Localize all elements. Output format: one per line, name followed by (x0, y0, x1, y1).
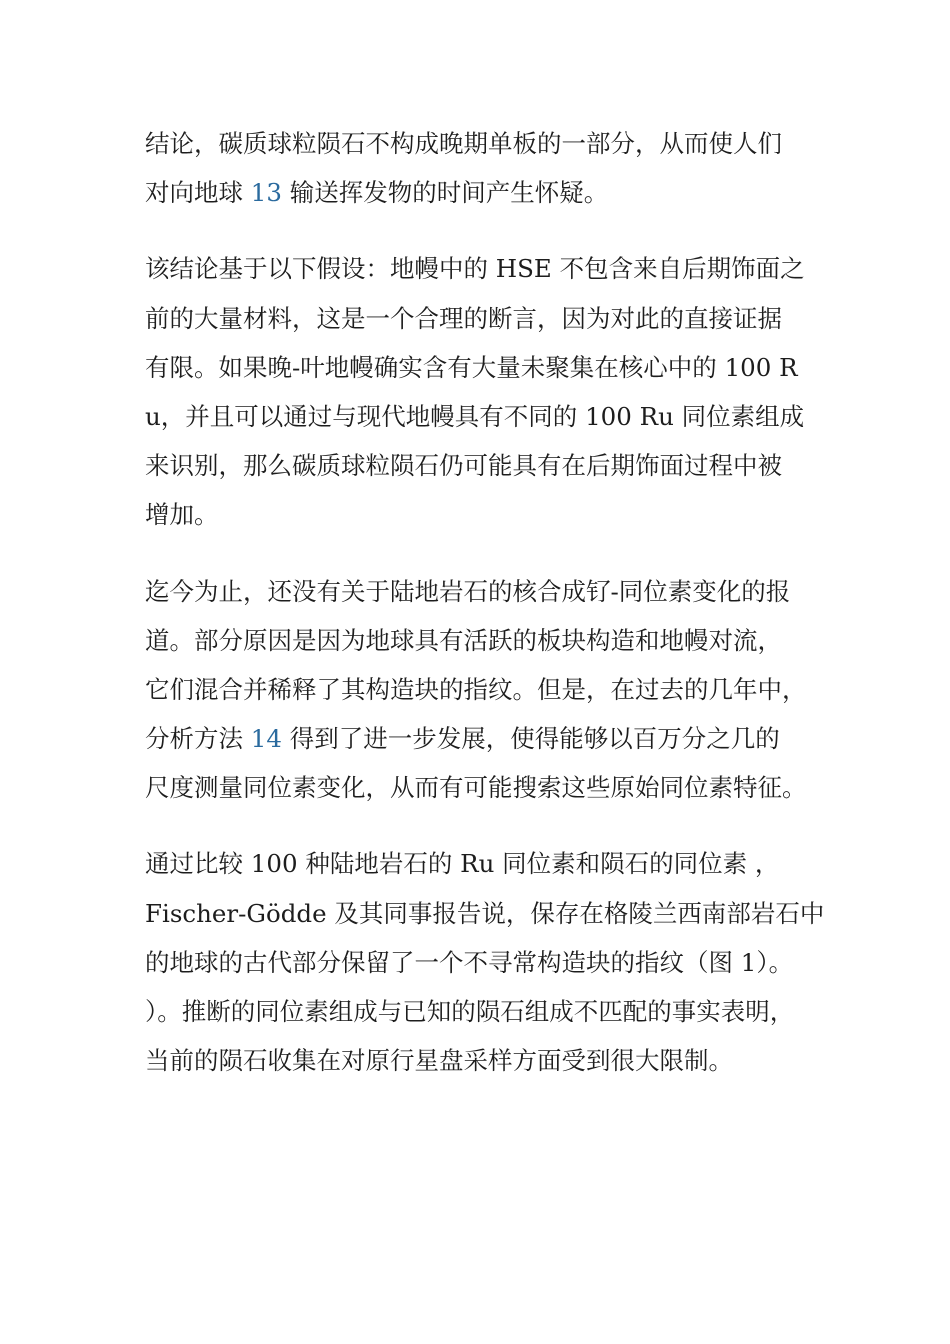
text-line: 结论，碳质球粒陨石不构成晚期单板的一部分，从而使人们 (145, 129, 782, 158)
article-body (145, 119, 825, 1085)
text-line: 来识别，那么碳质球粒陨石仍可能具有在后期饰面过程中被 (145, 451, 782, 481)
text-line: 有限。如果晚-叶地幔确实含有大量未聚集在核心中的 100 R (145, 352, 798, 382)
paragraph (145, 119, 825, 217)
text-line: 通过比较 100 种陆地岩石的 Ru 同位素和陨石的同位素 ， (145, 849, 780, 879)
paragraph (145, 839, 825, 1085)
text-line: 该结论基于以下假设：地幔中的 HSE 不包含来自后期饰面之 (145, 254, 805, 284)
text-line: u，并且可以通过与现代地幔具有不同的 100 Ru 同位素组成 (145, 401, 805, 431)
text-line: 道。部分原因是因为地球具有活跃的板块构造和地幔对流， (145, 625, 782, 655)
paragraph (145, 244, 825, 539)
text-line: ）。推断的同位素组成与已知的陨石组成不匹配的事实表明， (145, 997, 795, 1026)
text-line: 尺度测量同位素变化，从而有可能搜索这些原始同位素特征。 (145, 773, 807, 803)
text-line: 增加。 (145, 500, 219, 530)
text-line: 对向地球 13 输送挥发物的时间产生怀疑。 (145, 178, 609, 208)
paragraph (145, 567, 825, 813)
text-line: 前的大量材料，这是一个合理的断言，因为对此的直接证据 (145, 303, 782, 333)
text-line: 当前的陨石收集在对原行星盘采样方面受到很大限制。 (145, 1046, 733, 1076)
text-line: 的地球的古代部分保留了一个不寻常构造块的指纹（图 1）。 (145, 947, 794, 977)
text-line: 分析方法 14 得到了进一步发展，使得能够以百万分之几的 (145, 724, 780, 754)
text-line: Fischer-Gödde 及其同事报告说，保存在格陵兰西南部岩石中 (145, 898, 825, 928)
reference-link[interactable]: 13 (250, 178, 282, 208)
text-line: 它们混合并稀释了其构造块的指纹。但是，在过去的几年中， (145, 674, 807, 704)
text-line: 迄今为止，还没有关于陆地岩石的核合成钌-同位素变化的报 (145, 576, 791, 606)
reference-link[interactable]: 14 (250, 724, 282, 754)
